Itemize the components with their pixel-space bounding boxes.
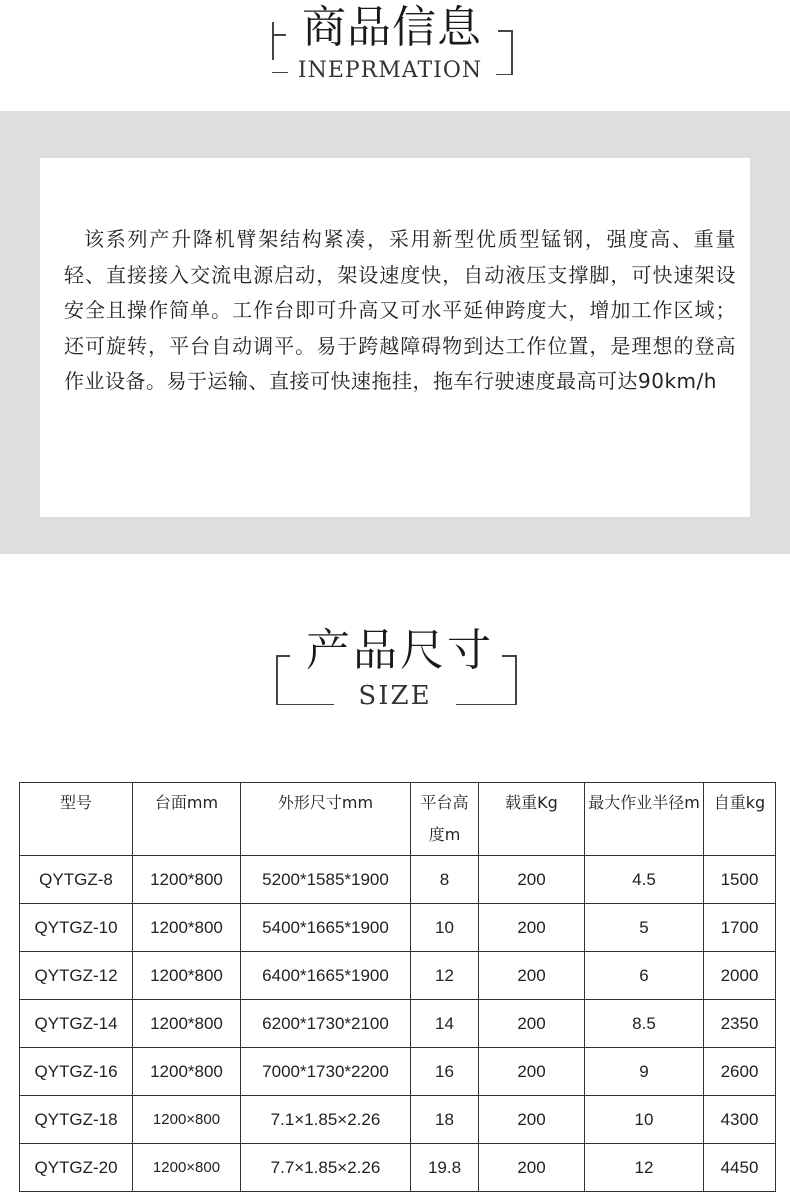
info-section-title: 商品信息 [302,2,482,53]
cell-load: 200 [479,952,585,1000]
cell-work-radius: 12 [585,1144,704,1192]
cell-platform-height: 18 [411,1096,479,1144]
cell-deck: 1200×800 [133,1144,241,1192]
cell-model: QYTGZ-18 [20,1096,133,1144]
column-header-load: 载重Kg [479,783,585,856]
header-bracket-line [272,34,286,36]
header-bracket-line [272,72,288,73]
cell-deck: 1200*800 [133,1000,241,1048]
cell-work-radius: 10 [585,1096,704,1144]
cell-dimensions: 7000*1730*2200 [241,1048,411,1096]
size-section-title: 产品尺寸 [306,625,494,676]
intro-paragraph: 该系列产升降机臂架结构紧凑，采用新型优质型锰钢，强度高、重量轻、直接接入交流电源启动，架设速度快，自动液压支撑脚，可快速架设安全且操作简单。工作台即可升高又可水平延伸跨度大，增加工作区域；还可旋转，平台自动调平。易于跨越障碍物到达工作位置，是理想的登高作业设备。易于运输、直接可快速拖挂，拖车行驶速度最高可达90km/h [64,227,736,393]
cell-work-radius: 5 [585,904,704,952]
cell-weight: 4450 [704,1144,776,1192]
header-bracket-line [498,30,512,32]
cell-work-radius: 8.5 [585,1000,704,1048]
cell-work-radius: 6 [585,952,704,1000]
cell-deck: 1200×800 [133,1096,241,1144]
cell-load: 200 [479,1048,585,1096]
cell-model: QYTGZ-14 [20,1000,133,1048]
column-header-dimensions: 外形尺寸mm [241,783,411,856]
header-bracket-line [496,74,512,75]
table-row [20,1096,776,1144]
cell-dimensions: 5400*1665*1900 [241,904,411,952]
cell-dimensions: 5200*1585*1900 [241,856,411,904]
cell-platform-height: 19.8 [411,1144,479,1192]
header-bracket-line [276,655,278,705]
cell-deck: 1200*800 [133,904,241,952]
cell-model: QYTGZ-8 [20,856,133,904]
column-header-model: 型号 [20,783,133,856]
column-header-weight: 自重kg [704,783,776,856]
cell-load: 200 [479,1096,585,1144]
cell-dimensions: 7.7×1.85×2.26 [241,1144,411,1192]
info-section-header [0,0,790,100]
header-bracket-line [276,655,290,657]
cell-weight: 1700 [704,904,776,952]
column-header-deck: 台面mm [133,783,241,856]
cell-platform-height: 10 [411,904,479,952]
header-bracket-line [456,704,516,705]
cell-platform-height: 16 [411,1048,479,1096]
info-section-subtitle: INEPRMATION [297,58,483,83]
cell-model: QYTGZ-10 [20,904,133,952]
cell-model: QYTGZ-20 [20,1144,133,1192]
cell-load: 200 [479,856,585,904]
table-row [20,856,776,904]
table-header-row [20,783,776,856]
size-section-subtitle: SIZE [358,681,432,711]
cell-deck: 1200*800 [133,856,241,904]
cell-weight: 4300 [704,1096,776,1144]
cell-weight: 2000 [704,952,776,1000]
table-row [20,1144,776,1192]
column-header-platform-height: 平台高度m [411,783,479,856]
cell-work-radius: 4.5 [585,856,704,904]
cell-platform-height: 12 [411,952,479,1000]
header-bracket-line [502,655,516,657]
header-bracket-line [276,704,334,705]
cell-weight: 2350 [704,1000,776,1048]
column-header-work-radius: 最大作业半径m [585,783,704,856]
cell-load: 200 [479,1000,585,1048]
cell-dimensions: 6200*1730*2100 [241,1000,411,1048]
cell-model: QYTGZ-16 [20,1048,133,1096]
cell-load: 200 [479,904,585,952]
header-bracket-line [511,30,513,75]
cell-work-radius: 9 [585,1048,704,1096]
cell-dimensions: 6400*1665*1900 [241,952,411,1000]
spec-table [19,782,776,1192]
cell-platform-height: 8 [411,856,479,904]
table-row [20,1048,776,1096]
table-row [20,904,776,952]
cell-deck: 1200*800 [133,952,241,1000]
cell-dimensions: 7.1×1.85×2.26 [241,1096,411,1144]
cell-deck: 1200*800 [133,1048,241,1096]
cell-model: QYTGZ-12 [20,952,133,1000]
table-row [20,1000,776,1048]
header-bracket-line [515,655,517,705]
cell-load: 200 [479,1144,585,1192]
cell-weight: 2600 [704,1048,776,1096]
cell-platform-height: 14 [411,1000,479,1048]
header-bracket-line [272,22,274,60]
table-row [20,952,776,1000]
cell-weight: 1500 [704,856,776,904]
